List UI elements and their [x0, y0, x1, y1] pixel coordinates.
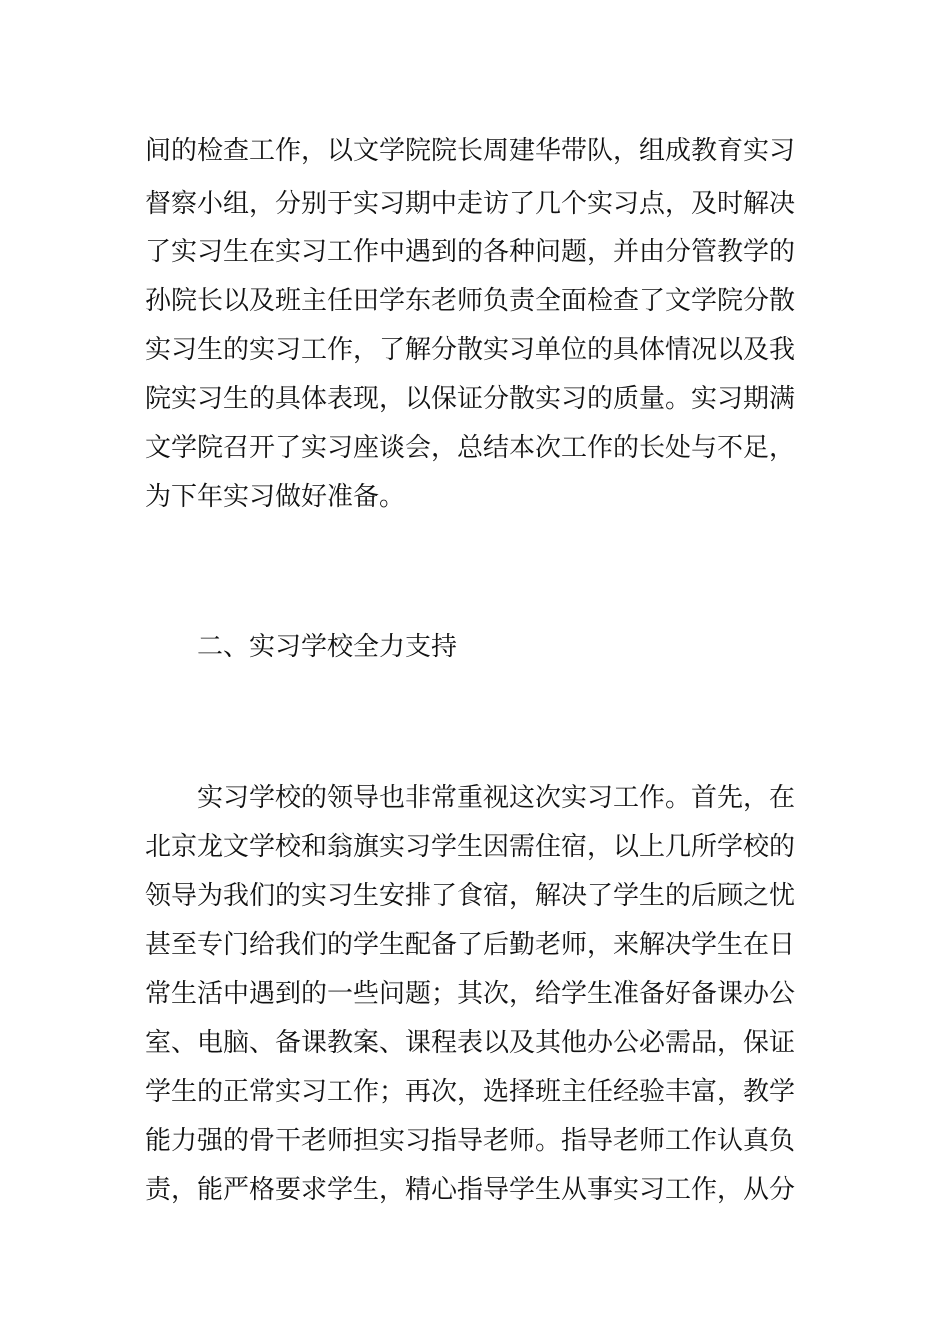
paragraph-line: 实习学校的领导也非常重视这次实习工作。首先，在 [197, 783, 796, 813]
paragraph-line: 为下年实习做好准备。 [145, 482, 406, 512]
paragraph-line: 领导为我们的实习生安排了食宿，解决了学生的后顾之忧 [145, 881, 796, 911]
paragraph-line: 督察小组，分别于实习期中走访了几个实习点，及时解决 [145, 189, 796, 219]
paragraph-line: 责，能严格要求学生，精心指导学生从事实习工作，从分 [145, 1175, 796, 1205]
paragraph-line: 文学院召开了实习座谈会，总结本次工作的长处与不足， [145, 433, 796, 463]
paragraph-line: 院实习生的具体表现，以保证分散实习的质量。实习期满 [145, 384, 796, 414]
paragraph-line: 能力强的骨干老师担实习指导老师。指导老师工作认真负 [145, 1126, 796, 1156]
section-heading: 二、实习学校全力支持 [197, 632, 458, 662]
paragraph-line: 甚至专门给我们的学生配备了后勤老师，来解决学生在日 [145, 930, 796, 960]
paragraph-line: 北京龙文学校和翁旗实习学生因需住宿，以上几所学校的 [145, 832, 796, 862]
paragraph-line: 实习生的实习工作，了解分散实习单位的具体情况以及我 [145, 335, 796, 365]
paragraph-line: 了实习生在实习工作中遇到的各种问题，并由分管教学的 [145, 237, 796, 267]
paragraph-line: 常生活中遇到的一些问题；其次，给学生准备好备课办公 [145, 979, 796, 1009]
paragraph-line: 学生的正常实习工作；再次，选择班主任经验丰富，教学 [145, 1077, 796, 1107]
paragraph-line: 室、电脑、备课教案、课程表以及其他办公必需品，保证 [145, 1028, 796, 1058]
paragraph-line: 孙院长以及班主任田学东老师负责全面检查了文学院分散 [145, 286, 796, 316]
paragraph-line: 间的检查工作，以文学院院长周建华带队，组成教育实习 [145, 136, 796, 166]
